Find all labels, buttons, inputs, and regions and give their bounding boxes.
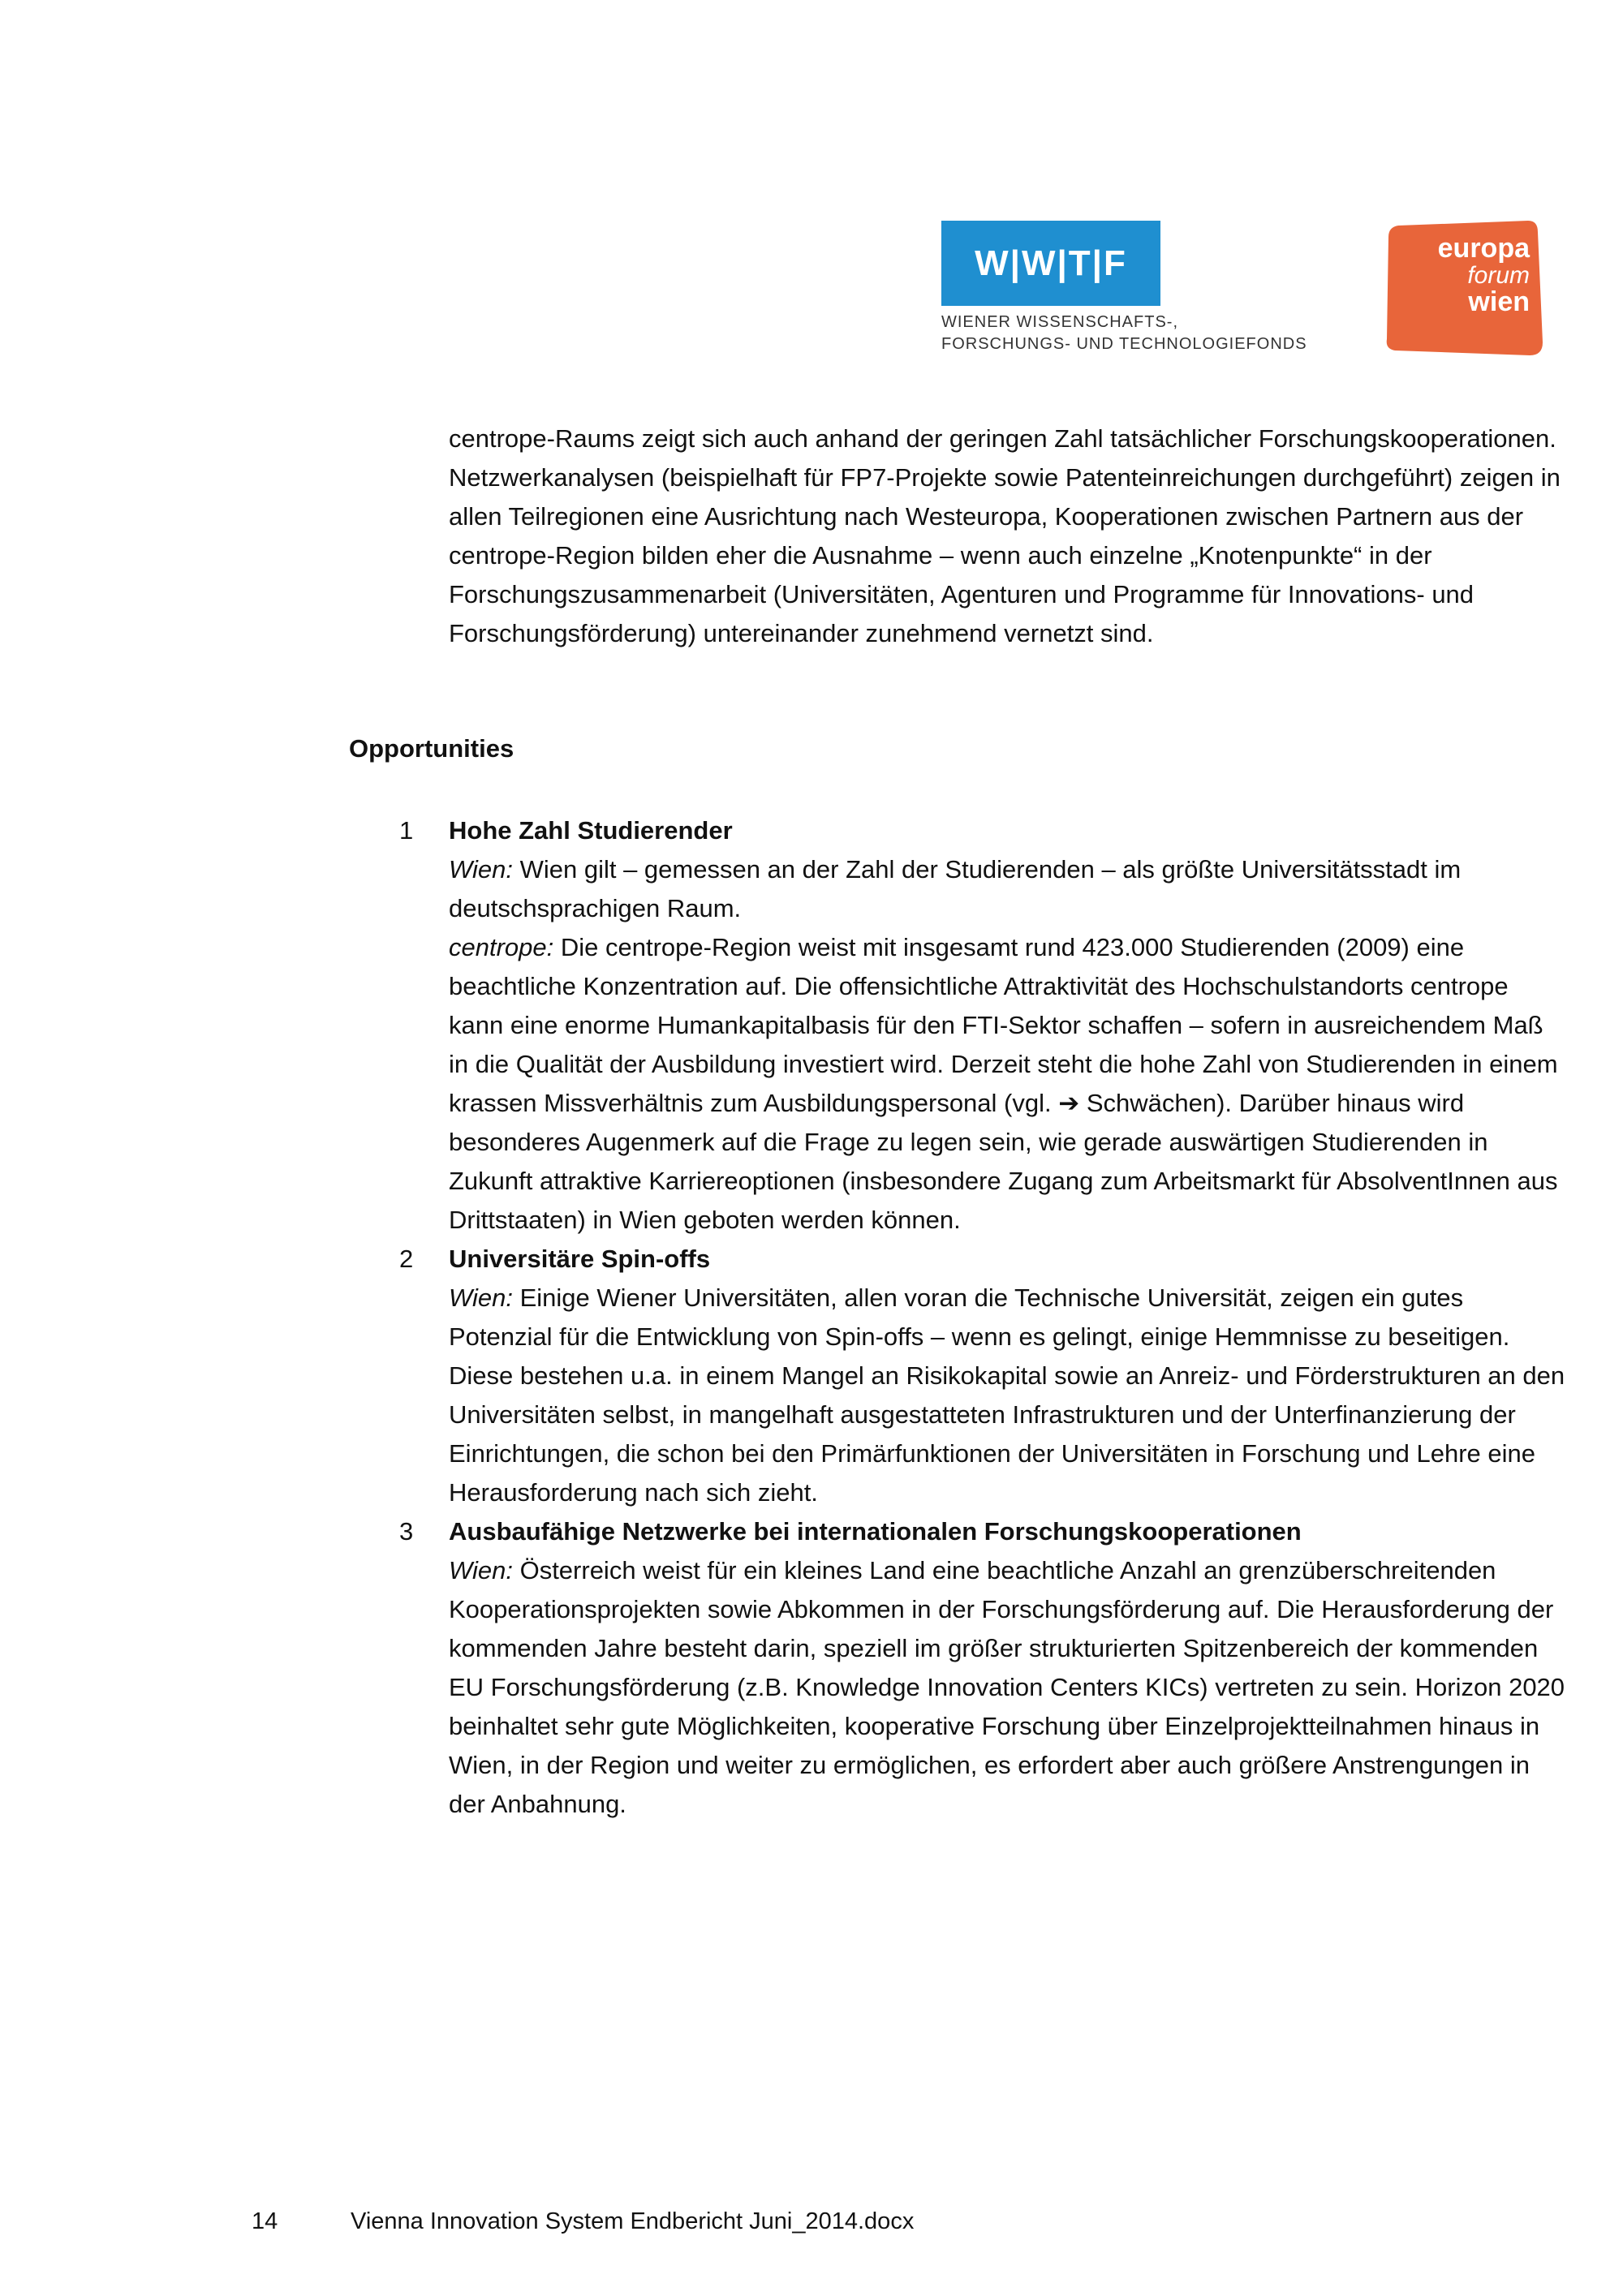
- wien-label: Wien:: [449, 1556, 513, 1584]
- list-item: [349, 811, 1566, 1240]
- wwtf-tagline-line2: FORSCHUNGS- UND TECHNOLOGIEFONDS: [941, 335, 1307, 353]
- wwtf-logo: [933, 213, 1355, 367]
- list-item-body: [449, 1551, 1566, 1824]
- europaforum-line2: forum: [1467, 262, 1530, 289]
- section-heading-opportunities: Opportunities: [349, 734, 514, 763]
- page-footer: [0, 2208, 1623, 2249]
- europaforum-line3: wien: [1468, 286, 1530, 317]
- centrope-label: centrope:: [449, 933, 554, 961]
- opportunities-list: [349, 811, 1566, 1824]
- wien-text: Einige Wiener Universitäten, allen voran die Technische Universität, zeigen ein gutes Potenzial für die Entwicklung von Spin-offs – wenn es gelingt, einige Hemmnisse zu beseitigen. Diese bestehen u.a. in einem Mangel an Risikokapital sowie an Anreiz- und Förderstrukturen an den Universitäten selbst, in mangelhaft ausgestatteten Infrastrukturen und der Unterfinanzierung der Einrichtungen, die schon bei den Primärfunktionen der Universitäten in Forschung und Lehre eine Herausforderung nach sich zieht.: [449, 1283, 1565, 1507]
- centrope-text-continued: Schwächen). Darüber hinaus wird besonderes Augenmerk auf die Frage zu legen sein, wie gerade auswärtigen Studierenden in Zukunft attraktive Karriereoptionen (insbesondere Zugang zum Arbeitsmarkt für AbsolventInnen aus Drittstaaten) in Wien geboten werden können.: [449, 1089, 1558, 1234]
- wien-text: Österreich weist für ein kleines Land eine beachtliche Anzahl an grenzüberschreitenden Kooperationsprojekten sowie Abkommen in der Forschungsförderung auf. Die Herausforderung der kommenden Jahre besteht darin, speziell im größer strukturierten Spitzenbereich der kommenden EU Forschungsförderung (z.B. Knowledge Innovation Centers KICs) vertreten zu sein. Horizon 2020 beinhaltet sehr gute Möglichkeiten, kooperative Forschung über Einzelprojektteilnahmen hinaus in Wien, in der Region und weiter zu ermöglichen, es erfordert aber auch größere Anstrengungen in der Anbahnung.: [449, 1556, 1565, 1818]
- arrow-right-icon: ➔: [1058, 1089, 1080, 1117]
- europaforum-logo: [1384, 221, 1546, 355]
- list-item-title: Hohe Zahl Studierender: [449, 816, 733, 845]
- list-item-body: [449, 1279, 1566, 1512]
- europaforum-line1: europa: [1437, 233, 1530, 264]
- list-item-title: Ausbaufähige Netzwerke bei internationalen Forschungskooperationen: [449, 1517, 1302, 1546]
- wien-text: Wien gilt – gemessen an der Zahl der Studierenden – als größte Universitätsstadt im deutschsprachigen Raum.: [449, 855, 1462, 922]
- list-item-number: 1: [399, 816, 414, 845]
- page-number: 14: [252, 2208, 278, 2234]
- wwtf-tagline: [941, 312, 1363, 355]
- europaforum-wordmark: [1384, 235, 1530, 316]
- wwtf-logo-mark: W|W|T|F: [941, 221, 1160, 306]
- list-item-body: [449, 850, 1566, 1240]
- document-name: Vienna Innovation System Endbericht Juni_2014.docx: [351, 2208, 915, 2234]
- list-item: [349, 1512, 1566, 1824]
- list-item-number: 2: [399, 1245, 414, 1273]
- intro-paragraph: centrope-Raums zeigt sich auch anhand der geringen Zahl tatsächlicher Forschungskooperationen. Netzwerkanalysen (beispielhaft für FP7-Projekte sowie Patenteinreichungen durchgeführt) zeigen in allen Teilregionen eine Ausrichtung nach Westeuropa, Kooperationen zwischen Partnern aus der centrope-Region bilden eher die Ausnahme – wenn auch einzelne „Knotenpunkte“ in der Forschungszusammenarbeit (Universitäten, Agenturen und Programme für Innovations- und Forschungsförderung) untereinander zunehmend vernetzt sind.: [449, 424, 1561, 647]
- wien-label: Wien:: [449, 855, 513, 884]
- header-logos: [933, 213, 1550, 367]
- list-item-number: 3: [399, 1517, 414, 1546]
- centrope-text: Die centrope-Region weist mit insgesamt rund 423.000 Studierenden (2009) eine beachtliche Konzentration auf. Die offensichtliche Attraktivität des Hochschulstandorts centrope kann eine enorme Humankapitalbasis für den FTI-Sektor schaffen – sofern in ausreichendem Maß in die Qualität der Ausbildung investiert wird. Derzeit steht die hohe Zahl von Studierenden in einem krassen Missverhältnis zum Ausbildungspersonal (vgl.: [449, 933, 1558, 1117]
- wwtf-tagline-line1: WIENER WISSENSCHAFTS-,: [941, 313, 1179, 331]
- wien-label: Wien:: [449, 1283, 513, 1312]
- list-item: [349, 1240, 1566, 1512]
- list-item-title: Universitäre Spin-offs: [449, 1245, 711, 1273]
